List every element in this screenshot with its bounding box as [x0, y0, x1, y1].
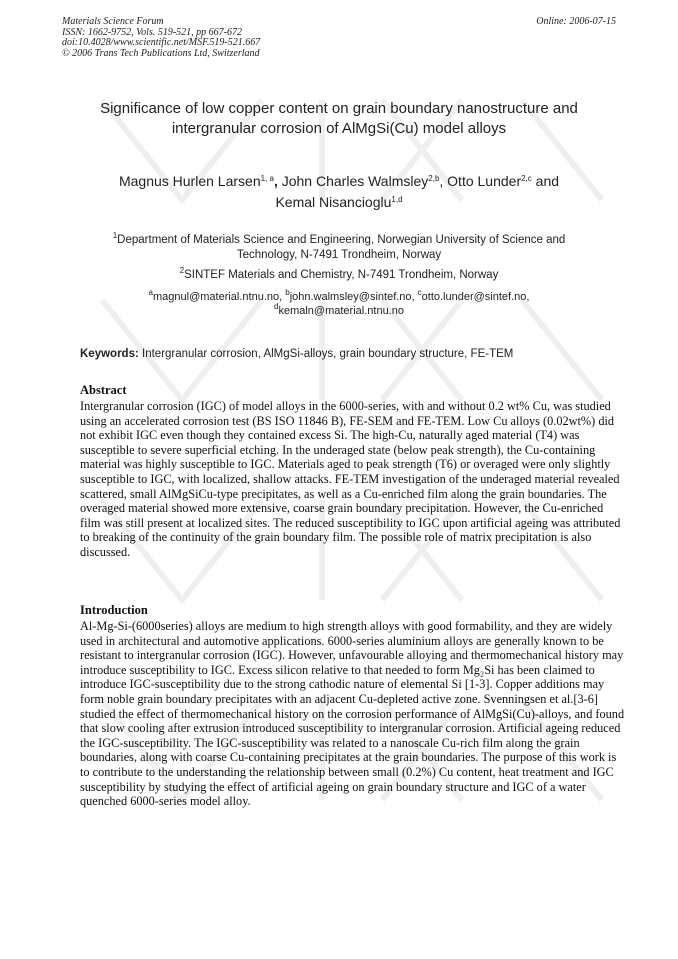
author-affil-mark: 1, a [260, 174, 274, 183]
email-link[interactable]: otto.lunder@sintef.no, [421, 291, 530, 303]
author-list [62, 171, 616, 213]
email-link[interactable]: kemaln@material.ntnu.no [278, 305, 404, 317]
email-list: $^a$magnul@material.ntnu.no, $^b$john.walmsley@sintef.no, $^c$otto.lunder@sintef.no, $^d$kemaln@material.ntnu.no [148, 288, 530, 317]
affiliation-text: Technology, N-7491 Trondheim, Norway [236, 249, 442, 261]
author-separator: , [439, 173, 444, 189]
author-affil-mark: 2,c [521, 174, 532, 183]
author-line-1 [62, 171, 616, 192]
author-name: Kemal Nisancioglu [275, 194, 392, 210]
affiliation-text: SINTEF Materials and Chemistry, N-7491 Trondheim, Norway [184, 269, 499, 281]
email-link[interactable]: john.walmsley@sintef.no, [289, 291, 415, 303]
doi-line: doi:10.4028/www.scientific.net/MSF.519-521.667 [62, 37, 261, 49]
title-line-1: Significance of low copper content on grain boundary nanostructure and [100, 100, 578, 117]
author-name: John Charles Walmsley [281, 173, 429, 189]
introduction-heading: Introduction [80, 603, 148, 617]
introduction-text: Al-Mg-Si-(6000series) alloys are medium to high strength alloys with good formability, and they are widely used in architectural and automotive applications. 6000-series aluminium alloys are generally known to be resistant to intergranular corrosion (IGC). However, unfavourable alloying and thermomechanical history may introduce susceptibility to IGC. Excess silicon relative to that needed to form Mg₂Si has been claimed to introduce IGC-susceptibility due to the strong cathodic nature of elemental Si [1-3]. Copper additions may form noble grain boundary precipitates with an adjacent Cu-depleted active zone. Svenningsen et al.[3-6] studied the effect of thermomechanical history on the corrosion performance of AlMgSi(Cu)-alloys, and found that slow cooling after extrusion introduced susceptibility to intergranular corrosion. Artificial ageing reduced the IGC-susceptibility. The IGC-susceptibility was related to a nanoscale Cu-rich film along the grain boundaries, along with coarse Cu-containing precipitates at the grain boundaries. The purpose of this work is to contribute to the understanding the relationship between small (0.2%) Cu content, heat treatment and IGC susceptibility by studying the effect of artificial ageing on grain boundary structure and IGC of a water quenched 6000-series model alloy. [80, 619, 625, 809]
abstract-heading: Abstract [80, 383, 127, 397]
online-date: Online: 2006-07-15 [536, 16, 616, 27]
keywords-label: Keywords: [80, 348, 139, 360]
author-affil-mark: 1,d [391, 195, 403, 204]
abstract-text: Intergranular corrosion (IGC) of model alloys in the 6000-series, with and without 0.2 wt% Cu, was studied using an accelerated corrosion test (BS ISO 11846 B), FE-SEM and FE-TEM. Low Cu alloys (0.02wt%) did not exhibit IGC even though they contained excess Si. The high-Cu, naturally aged material (T4) was susceptible to severe superficial etching. In the underaged state (below peak strength), the Cu-containing material was highly susceptible to IGC. Materials aged to peak strength (T6) or overaged were only slightly susceptible to IGC, with localized, shallow attacks. FE-TEM investigation of the underaged material revealed scattered, small AlMgSiCu-type precipitates, as well as a Cu-enriched film along the grain boundaries. The overaged material showed more extensive, coarse grain boundary precipitation. However, the Cu-enriched film was still present at localized sites. The reduced susceptibility to IGC upon artificial ageing was attributed to breaking of the continuity of the grain boundary film. The possible role of matrix precipitation is also discussed. [80, 399, 621, 559]
author-name: Magnus Hurlen Larsen [118, 173, 261, 189]
affiliation-2 [62, 268, 616, 283]
keywords-text: Intergranular corrosion, AlMgSi-alloys, grain boundary structure, FE-TEM [142, 348, 514, 360]
author-line-2 [62, 192, 616, 213]
affiliation-mark: 2 [179, 266, 185, 275]
author-affil-mark: 2,b [428, 174, 440, 183]
affiliation-1 [62, 233, 616, 263]
title-line-2: intergranular corrosion of AlMgSi(Cu) model alloys [171, 120, 507, 137]
copyright-line: © 2006 Trans Tech Publications Ltd, Switzerland [62, 47, 260, 59]
journal-name: Materials Science Forum [62, 16, 164, 27]
paper-title [62, 99, 616, 139]
affiliation-mark: 1 [112, 231, 118, 240]
author-separator: and [535, 173, 560, 189]
issn-line: ISSN: 1662-9752, Vols. 519-521, pp 667-672 [62, 26, 242, 38]
keywords [80, 347, 620, 362]
email-link[interactable]: magnul@material.ntnu.no, [153, 291, 283, 303]
journal-header [62, 17, 260, 59]
affiliation-text: Department of Materials Science and Engineering, Norwegian University of Science and [117, 234, 566, 246]
author-name: Otto Lunder [447, 173, 522, 189]
author-separator: , [273, 173, 278, 189]
